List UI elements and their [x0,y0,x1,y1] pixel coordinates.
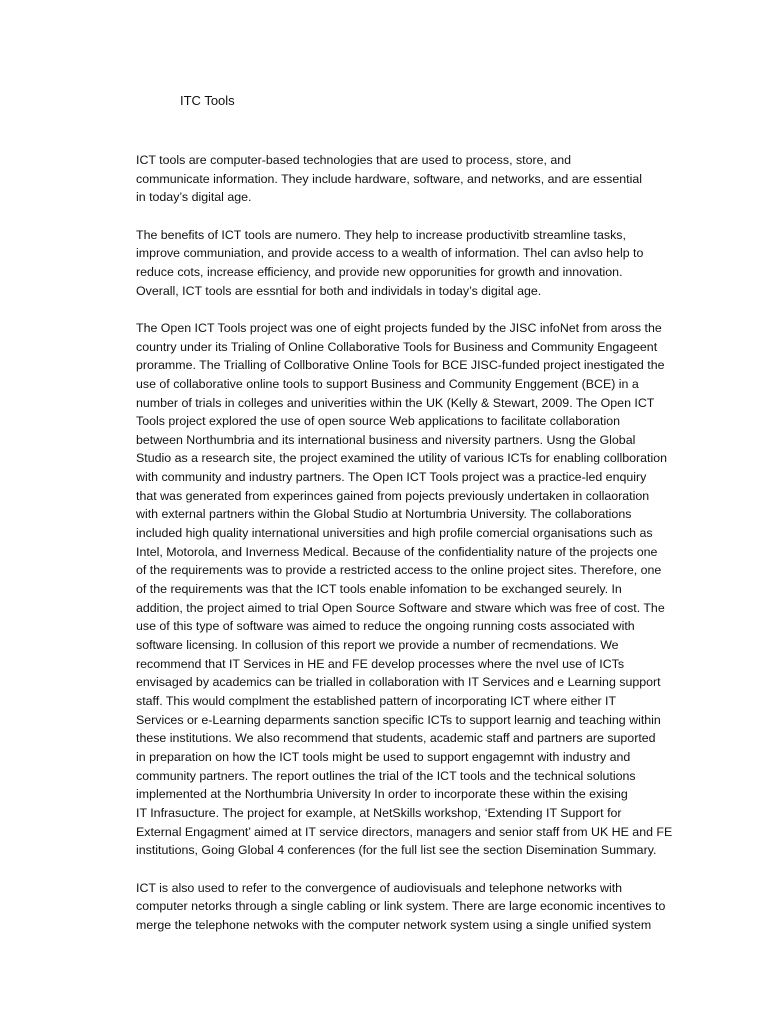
paragraph-ict-definition: ICT tools are computer-based technologies that are used to process, store, and communicate information. They include hardware, software, and networks, and are essential in today’s digital age. [136,153,642,205]
document-body [136,151,681,953]
paragraph-ict-benefits: The benefits of ICT tools are numero. They help to increase productivitb streamline tasks, improve communiation, and provide access to a wealth of information. Thel can avlso help to reduce cots, increase efficiency, and provide new opporunities for growth and innovation. Overall, ICT tools are essntial for both and individals in today’s digital age. [136,227,644,298]
paragraph-open-ict-project: The Open ICT Tools project was one of eight projects funded by the JISC infoNet from aross the country under its Trialing of Online Collaborative Tools for Business and Community Engageent proramme. The Trialling of Collborative Online Tools for BCE JISC-funded project inestigated the use of collaborative online tools to support Business and Community Enggement (BCE) in a number of trials in colleges and univerities within the UK (Kelly & Stewart, 2009. The Open ICT Tools project explored the use of open source Web applications to facilitate collaboration between Northumbria and its international business and niversity partners. Usng the Global Studio as a research site, the project examined the utility of various ICTs for enabling collboration with community and industry partners. The Open ICT Tools project was a practice-led enquiry that was generated from experinces gained from pojects previously undertaken in collaoration with external partners within the Global Studio at Nortumbria University. The collaborations included high quality international universities and high profile comercial organisations such as Intel, Motorola, and Inverness Medical. Because of the confidentiality nature of the projects one of the requirements was to provide a restricted access to the online project sites. Therefore, one of the requirements was that the ICT tools enable infomation to be exchanged seurely. In addition, the project aimed to trial Open Source Software and stware which was free of cost. The use of this type of software was aimed to reduce the ongoing running costs associated with software licensing. In collusion of this report we provide a number of recmendations. We recommend that IT Services in HE and FE develop processes where the nvel use of ICTs envisaged by academics can be trialled in collaboration with IT Services and e Learning support staff. This would complment the established pattern of incorporating ICT where either IT Services or e-Learning deparments sanction specific ICTs to support learnig and teaching within these institutions. We also recommend that students, academic staff and partners are suported in preparation on how the ICT tools might be used to support engagemnt with industry and community partners. The report outlines the trial of the ICT tools and the technical solutions implemented at the Northumbria University In order to incorporate these within the exising IT Infrasucture. The project for example, at NetSkills workshop, ‘Extending IT Support for External Engagment’ aimed at IT service directors, managers and senior staff from UK HE and FE institutions, Going Global 4 conferences (for the full list see the section Disemination Summary. [136,320,673,858]
paragraph-ict-convergence: ICT is also used to refer to the convergence of audiovisuals and telephone networks with computer netorks through a single cabling or link system. There are large economic incentives to merge the telephone netwoks with the computer network system using a single unified system [136,880,666,932]
document-title: ITC Tools [180,93,235,108]
